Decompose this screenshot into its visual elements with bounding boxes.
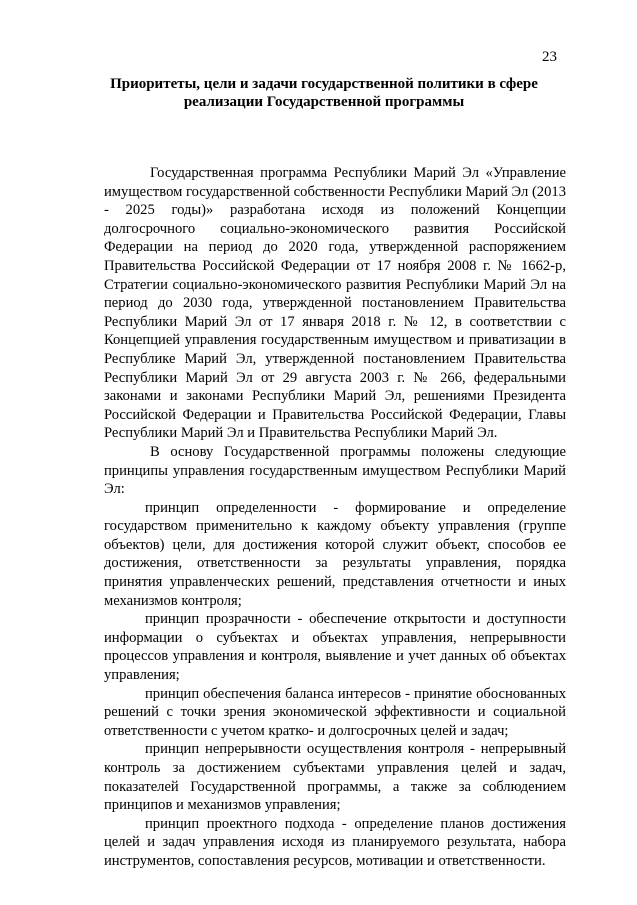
section-heading-line-1: Приоритеты, цели и задачи государственной политики в сфере [110,76,538,92]
body-text [104,164,566,871]
principle-certainty: принцип определенности - формирование и определение государством применительно к каждому объекту управления (группе объектов) цели, для достижения которой служит объект, способов ее достижения, ответственности за результаты управления, порядка принятия управленческих решений, представления отчетности и иных механизмов контроля; [104,499,566,609]
principle-transparency: принцип прозрачности - обеспечение открытости и доступности информации о субъектах и объектах управления, непрерывности процессов управления и контроля, выявление и учет данных об объектах управления; [104,611,566,684]
section-heading-line-2: реализации Государственной программы [183,94,465,110]
page-number: 23 [542,49,557,65]
section-heading [105,75,543,111]
principle-project-approach: принцип проектного подхода - определение планов достижения целей и задач управления исходя из планируемого результата, набора инструментов, сопоставления ресурсов, мотивации и ответственности. [104,815,566,869]
paragraph-principles-intro: В основу Государственной программы положены следующие принципы управления государственным имуществом Республики Марий Эл: [104,443,566,498]
principle-continuous-control: принцип непрерывности осуществления контроля - непрерывный контроль за достижением субъектами управления целей и задач, показателей Государственной программы, а также за соблюдением принципов и механизмов управления; [104,741,566,814]
paragraph-program-basis: Государственная программа Республики Марий Эл «Управление имуществом государственной собственности Республики Марий Эл (2013 - 2025 годы)» разработана исходя из положений Концепции долгосрочного социально-экономического развития Российской Федерации на период до 2020 года, утвержденной распоряжением Правительства Российской Федерации от 17 ноября 2008 г. № 1662-р, Стратегии социально-экономического развития Республики Марий Эл на период до 2030 года, утвержденной постановлением Правительства Республики Марий Эл от 17 января 2018 г. № 12, в соответствии с Концепцией управления государственным имуществом и приватизации в Республике Марий Эл, утвержденной постановлением Правительства Республики Марий Эл от 29 августа 2003 г. № 266, федеральными законами и законами Республики Марий Эл, решениями Президента Российской Федерации и Правительства Российской Федерации, Главы Республики Марий Эл и Правительства Республики Марий Эл. [104,165,566,442]
principle-balance-of-interests: принцип обеспечения баланса интересов - принятие обоснованных решений с точки зрения экономической эффективности и социальной ответственности с учетом кратко- и долгосрочных целей и задач; [104,685,566,739]
